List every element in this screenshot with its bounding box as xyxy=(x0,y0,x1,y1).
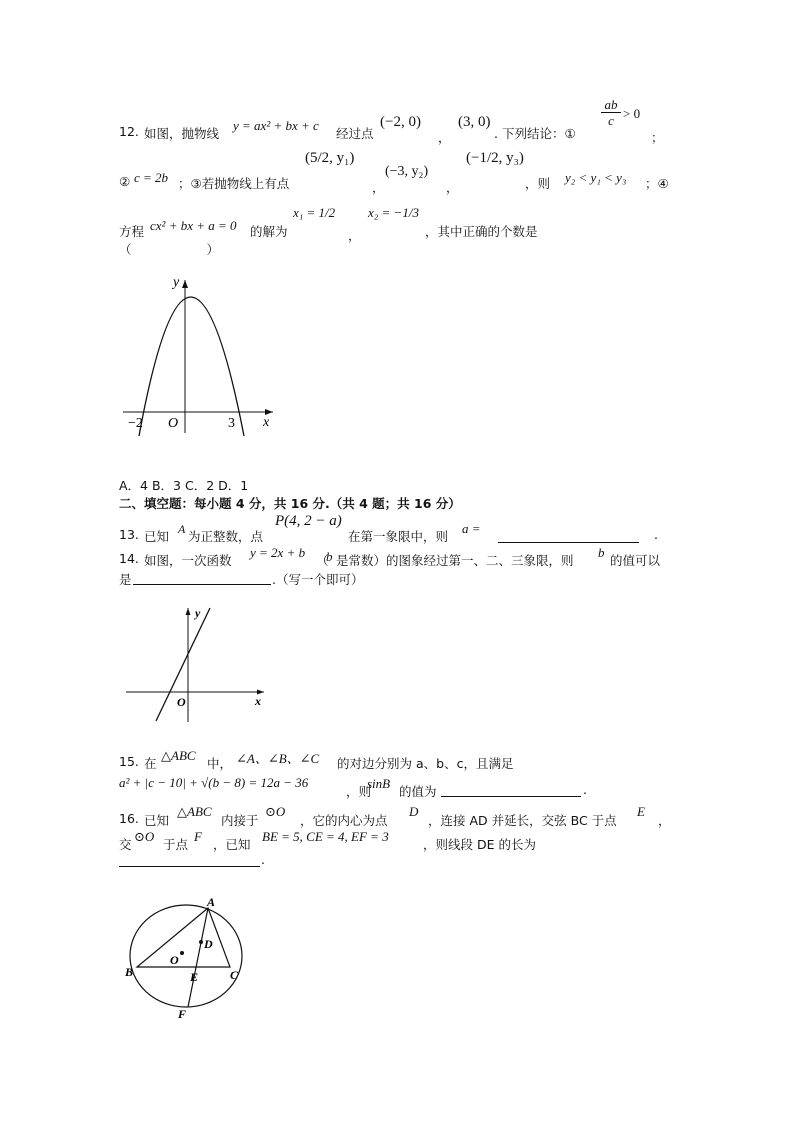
q12-answer-parentheses: （ ） xyxy=(119,242,220,257)
point-d xyxy=(199,940,203,944)
root-left-label: −2 xyxy=(128,416,143,431)
q12-equation: y = ax² + bx + c xyxy=(233,118,319,133)
q14-number: 14. xyxy=(119,551,139,566)
q14-linear-graph xyxy=(124,604,270,724)
q14-text-3: 是常数）的图象经过第一、二、三象限，则 xyxy=(336,553,574,568)
circumcircle xyxy=(130,905,242,1007)
q16-text-5: ， xyxy=(658,813,671,828)
q12-number: 12. xyxy=(119,124,139,139)
point-o xyxy=(180,951,184,955)
q16-point-d: D xyxy=(409,804,419,819)
q15-sinb: sinB xyxy=(367,776,391,791)
q12-solution-1: x₁ = 1/2 xyxy=(293,205,336,220)
fraction-denominator: c xyxy=(608,113,614,128)
q16-text-1: 已知 xyxy=(144,813,170,828)
x-axis-label: x xyxy=(255,694,261,708)
q14-text-4: 的值可以 xyxy=(610,553,661,568)
q16-text-4: ，连接 AD 并延长，交弦 BC 于点 xyxy=(428,813,617,828)
q12-point-b: (−3, y₂) xyxy=(385,164,429,179)
q12-inequality: y₂ < y₁ < y₃ xyxy=(565,170,627,185)
q12-line3-text-c: ，其中正确的个数是 xyxy=(425,224,538,239)
q12-point-1: (−2, 0) xyxy=(380,114,421,130)
q12-conclusion-2: c = 2b xyxy=(134,170,169,185)
q13-answer-label: a = xyxy=(462,521,481,536)
q12-separator-4: ， xyxy=(348,228,361,243)
q15-angles: ∠A、∠B、∠C xyxy=(236,751,320,766)
q15-equation: a² + |c − 10| + √(b − 8) = 12a − 36 xyxy=(119,775,309,790)
q14-b: b xyxy=(326,549,333,564)
q16-circle: ⊙O xyxy=(265,804,286,819)
y-axis-label: y xyxy=(195,606,201,620)
q14-text-1: 如图，一次函数 xyxy=(144,553,232,568)
root-right-label: 3 xyxy=(228,416,235,431)
origin-label: O xyxy=(168,416,179,431)
q12-conclusion-2-marker: ② xyxy=(119,174,131,189)
q14-text-2: （ xyxy=(316,553,329,568)
q12-conclusion-3-text: ；③若抛物线上有点 xyxy=(178,176,290,191)
q12-equation-2: cx² + bx + a = 0 xyxy=(150,218,237,233)
q15-number: 15. xyxy=(119,754,139,769)
q16-number: 16. xyxy=(119,811,139,826)
q13-text-3: 在第一象限中，则 xyxy=(348,529,449,544)
x-axis-label: x xyxy=(263,415,270,430)
q12-separator-3: ， xyxy=(446,180,459,195)
q14-equation: y = 2x + b xyxy=(250,545,306,560)
q16-text-3: ，它的内心为点 xyxy=(300,813,388,828)
q12-separator-2: ， xyxy=(372,180,385,195)
q16-circle-2: ⊙O xyxy=(134,829,155,844)
label-f: F xyxy=(178,1007,187,1020)
q12-text-2: 经过点 xyxy=(336,126,374,141)
q13-answer-blank[interactable] xyxy=(498,542,639,543)
label-e: E xyxy=(190,970,199,984)
q12-line3-text-a: 方程 xyxy=(119,224,145,239)
q13-number: 13. xyxy=(119,527,139,542)
q16-point-f: F xyxy=(194,829,202,844)
q14-line2-text-a: 是 xyxy=(119,572,132,587)
q16-line2-text-a: 交 xyxy=(119,837,132,852)
q13-text-2: 为正整数，点 xyxy=(188,529,264,544)
q12-fraction-relation: > 0 xyxy=(623,106,641,121)
q12-semicolon-1: ； xyxy=(651,130,664,145)
q14-answer-blank[interactable] xyxy=(133,584,271,585)
origin-label: O xyxy=(177,695,186,709)
label-a: A xyxy=(207,895,216,909)
q16-point-e: E xyxy=(637,804,645,819)
q16-text-2: 内接于 xyxy=(221,813,259,828)
q12-options: A．4 B．3 C．2 D．1 xyxy=(119,478,249,493)
q12-conclusion-4-marker: ；④ xyxy=(645,176,669,191)
y-axis-arrow-icon xyxy=(182,280,188,288)
q15-text-2: 中， xyxy=(207,756,233,771)
q16-line2-text-c: ，已知 xyxy=(213,837,251,852)
q15-text-3: 的对边分别为 a、b、c，且满足 xyxy=(337,756,514,771)
q12-parabola-graph xyxy=(115,268,285,436)
q12-line3-text-b: 的解为 xyxy=(250,224,288,239)
q12-point-2: (3, 0) xyxy=(458,114,491,130)
q14-line2-text-b: .（写一个即可） xyxy=(272,572,364,587)
q12-then: ，则 xyxy=(525,176,551,191)
y-axis-label: y xyxy=(173,275,180,290)
q15-text-1: 在 xyxy=(144,756,157,771)
label-c: C xyxy=(230,968,239,982)
q12-solution-2: x₂ = −1/3 xyxy=(368,205,419,220)
label-d: D xyxy=(204,937,213,951)
q12-point-a: (5/2, y₁) xyxy=(305,150,355,166)
q16-line2-text-d: ，则线段 DE 的长为 xyxy=(423,837,536,852)
q13-variable: A xyxy=(178,522,186,536)
q15-answer-blank[interactable] xyxy=(441,796,581,797)
label-b: B xyxy=(125,965,134,979)
q15-text-4: ，则 xyxy=(346,784,372,799)
q13-text-1: 已知 xyxy=(144,529,170,544)
q15-text-5: 的值为 xyxy=(399,784,437,799)
q16-circle-figure xyxy=(118,890,254,1020)
q12-text-3: . 下列结论：① xyxy=(494,126,576,141)
q15-end: . xyxy=(583,782,587,797)
label-o: O xyxy=(170,953,179,967)
q14-b-2: b xyxy=(598,545,605,560)
fraction-numerator: ab xyxy=(601,97,621,113)
q12-point-c: (−1/2, y₃) xyxy=(466,150,524,166)
q12-fraction xyxy=(601,97,621,128)
q16-line2-text-b: 于点 xyxy=(163,837,189,852)
q13-end: . xyxy=(654,527,658,542)
y-axis-arrow-icon xyxy=(186,608,191,615)
q16-end: . xyxy=(261,852,265,867)
q12-separator-1: ， xyxy=(438,130,451,145)
q13-point: P(4, 2 − a) xyxy=(275,513,342,529)
q16-triangle: △ABC xyxy=(177,804,212,819)
q16-answer-blank[interactable] xyxy=(119,866,260,867)
q12-text-1: 如图，抛物线 xyxy=(144,126,220,141)
q16-given: BE = 5, CE = 4, EF = 3 xyxy=(262,829,389,844)
section-heading: 二、填空题：每小题 4 分，共 16 分.（共 4 题；共 16 分） xyxy=(119,496,461,511)
q15-triangle: △ABC xyxy=(161,748,196,763)
